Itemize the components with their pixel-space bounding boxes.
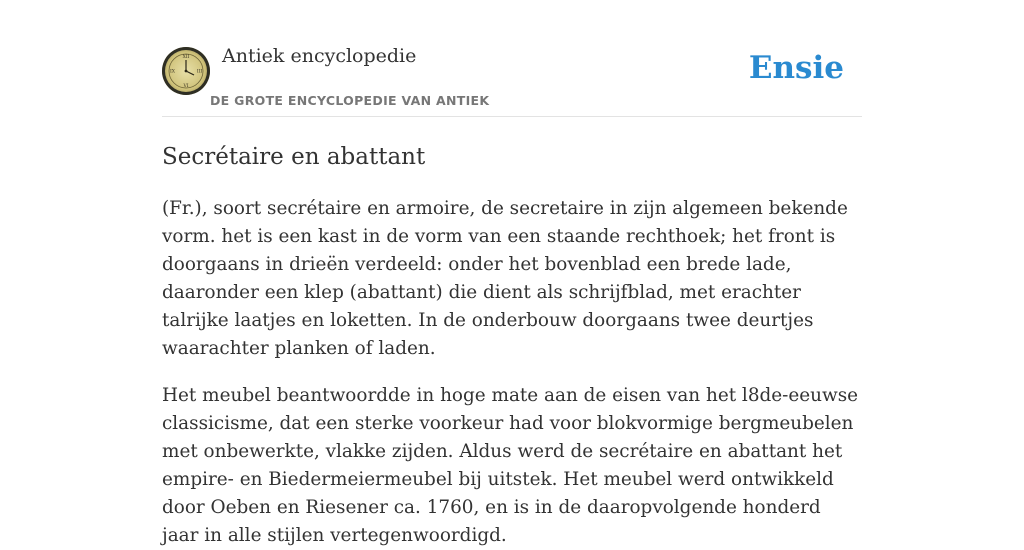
entry-title: Secrétaire en abattant <box>162 144 426 170</box>
site-title[interactable]: Antiek encyclopedie <box>222 45 417 67</box>
svg-text:III: III <box>196 69 203 75</box>
svg-text:IX: IX <box>170 69 175 75</box>
brand-logo[interactable]: Ensie <box>748 50 844 86</box>
entry-body <box>162 195 862 550</box>
page <box>162 0 862 550</box>
clock-icon[interactable] <box>162 47 210 95</box>
svg-text:VI: VI <box>183 84 189 89</box>
svg-text:XII: XII <box>182 55 190 60</box>
site-subtitle: DE GROTE ENCYCLOPEDIE VAN ANTIEK <box>210 93 490 108</box>
entry-paragraph: (Fr.), soort secrétaire en armoire, de secretaire in zijn algemeen bekende vorm. het is een kast in de vorm van een staande rechthoek; het front is doorgaans in drieën verdeeld: onder het bovenblad een brede lade, daaronder een klep (abattant) die dient als schrijfblad, met erachter talrijke laatjes en loketten. In de onderbouw doorgaans twee deurtjes waarachter planken of laden. <box>162 198 848 359</box>
site-header <box>162 0 862 117</box>
entry-paragraph: Het meubel beantwoordde in hoge mate aan de eisen van het l8de-eeuwse classicisme, dat een sterke voorkeur had voor blokvormige bergmeubelen met onbewerkte, vlakke zijden. Aldus werd de secrétaire en abattant het empire- en Biedermeiermeubel bij uitstek. Het meubel werd ontwikkeld door Oeben en Riesener ca. 1760, en is in de daaropvolgende honderd jaar in alle stijlen vertegenwoordigd. <box>162 385 859 546</box>
